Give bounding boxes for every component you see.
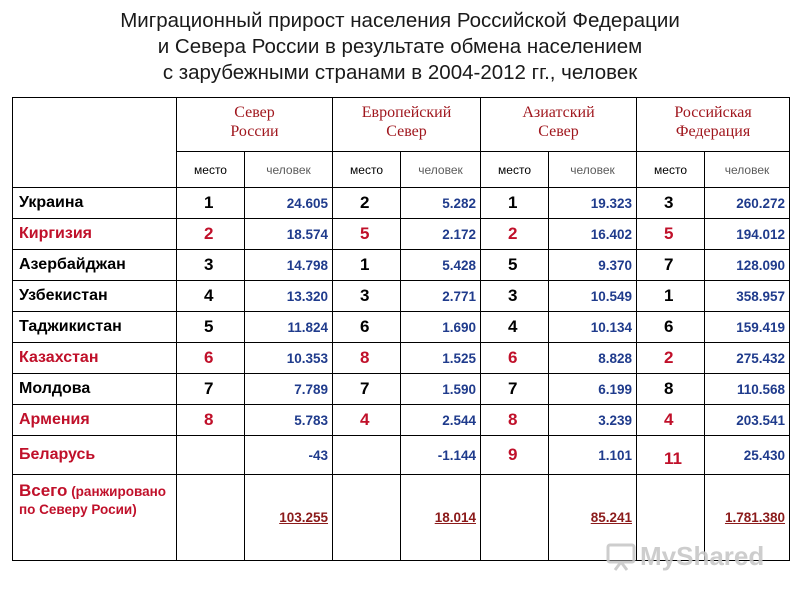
rank-cell: 1 bbox=[177, 188, 245, 219]
people-cell: 7.789 bbox=[245, 374, 333, 405]
group-label-line: Российская bbox=[674, 104, 752, 121]
people-cell: 1.590 bbox=[401, 374, 481, 405]
people-cell: -1.144 bbox=[401, 436, 481, 475]
people-cell: 1.525 bbox=[401, 343, 481, 374]
table-row-belarus bbox=[13, 436, 790, 475]
total-asian-north: 85.241 bbox=[549, 475, 637, 561]
rank-cell-empty bbox=[333, 436, 401, 475]
table-row bbox=[13, 374, 790, 405]
group-label-line: Север bbox=[234, 104, 275, 121]
subheader-people: человек bbox=[705, 152, 790, 188]
rank-cell-empty bbox=[177, 475, 245, 561]
rank-cell: 9 bbox=[481, 436, 549, 475]
rank-cell-empty bbox=[333, 475, 401, 561]
rank-cell: 6 bbox=[637, 312, 705, 343]
table-row bbox=[13, 188, 790, 219]
people-cell: 14.798 bbox=[245, 250, 333, 281]
rank-cell: 2 bbox=[481, 219, 549, 250]
people-cell: 2.771 bbox=[401, 281, 481, 312]
people-cell: 358.957 bbox=[705, 281, 790, 312]
rank-cell: 4 bbox=[177, 281, 245, 312]
rank-cell: 7 bbox=[637, 250, 705, 281]
subheader-people: человек bbox=[245, 152, 333, 188]
table-row bbox=[13, 281, 790, 312]
table-row bbox=[13, 405, 790, 436]
people-cell: 5.428 bbox=[401, 250, 481, 281]
rank-cell: 3 bbox=[481, 281, 549, 312]
people-cell: 5.282 bbox=[401, 188, 481, 219]
subheader-place: место bbox=[333, 152, 401, 188]
country-name: Молдова bbox=[13, 374, 177, 405]
rank-cell: 6 bbox=[333, 312, 401, 343]
people-cell: 10.134 bbox=[549, 312, 637, 343]
title-line-3: с зарубежными странами в 2004-2012 гг., человек bbox=[162, 61, 638, 84]
people-cell: 5.783 bbox=[245, 405, 333, 436]
title-line-1: Миграционный прирост населения Российской Федерации bbox=[120, 9, 680, 32]
table-row bbox=[13, 250, 790, 281]
rank-cell: 4 bbox=[637, 405, 705, 436]
rank-cell-empty bbox=[177, 436, 245, 475]
group-header-row bbox=[13, 98, 790, 152]
group-label-line: Азиатский bbox=[522, 104, 595, 121]
watermark bbox=[606, 538, 776, 574]
people-cell: 8.828 bbox=[549, 343, 637, 374]
migration-table bbox=[12, 97, 790, 561]
country-name: Узбекистан bbox=[13, 281, 177, 312]
people-cell: 2.172 bbox=[401, 219, 481, 250]
people-cell: -43 bbox=[245, 436, 333, 475]
rank-cell: 7 bbox=[333, 374, 401, 405]
people-cell: 9.370 bbox=[549, 250, 637, 281]
people-cell: 10.353 bbox=[245, 343, 333, 374]
rank-cell: 3 bbox=[637, 188, 705, 219]
rank-cell: 8 bbox=[333, 343, 401, 374]
people-cell: 110.568 bbox=[705, 374, 790, 405]
people-cell: 128.090 bbox=[705, 250, 790, 281]
rank-cell-empty bbox=[481, 475, 549, 561]
rank-cell: 6 bbox=[177, 343, 245, 374]
group-european-north bbox=[333, 98, 481, 152]
rank-cell: 1 bbox=[333, 250, 401, 281]
group-label-line: Север bbox=[386, 123, 427, 140]
people-cell: 6.199 bbox=[549, 374, 637, 405]
subheader-place: место bbox=[637, 152, 705, 188]
rank-cell: 4 bbox=[333, 405, 401, 436]
rank-cell: 8 bbox=[177, 405, 245, 436]
rank-cell: 8 bbox=[481, 405, 549, 436]
country-name: Армения bbox=[13, 405, 177, 436]
group-label-line: России bbox=[230, 123, 279, 140]
table-row bbox=[13, 312, 790, 343]
people-cell: 13.320 bbox=[245, 281, 333, 312]
rank-cell: 5 bbox=[481, 250, 549, 281]
title-line-2: и Севера России в результате обмена населением bbox=[157, 35, 643, 58]
total-label bbox=[13, 475, 177, 561]
people-cell: 18.574 bbox=[245, 219, 333, 250]
group-label-line: Европейский bbox=[361, 104, 452, 121]
group-label-line: Федерация bbox=[675, 123, 751, 140]
total-label-main: Всего bbox=[19, 481, 68, 500]
people-cell: 203.541 bbox=[705, 405, 790, 436]
rank-cell: 7 bbox=[177, 374, 245, 405]
rank-cell: 4 bbox=[481, 312, 549, 343]
rank-cell: 5 bbox=[637, 219, 705, 250]
rank-cell: 3 bbox=[177, 250, 245, 281]
slide-title bbox=[0, 8, 800, 86]
people-cell: 1.690 bbox=[401, 312, 481, 343]
people-cell: 11.824 bbox=[245, 312, 333, 343]
rank-cell: 1 bbox=[481, 188, 549, 219]
group-asian-north bbox=[481, 98, 637, 152]
people-cell: 24.605 bbox=[245, 188, 333, 219]
subheader-people: человек bbox=[401, 152, 481, 188]
country-name: Беларусь bbox=[13, 436, 177, 475]
group-label-line: Север bbox=[538, 123, 579, 140]
table-body bbox=[13, 188, 790, 436]
country-name: Таджикистан bbox=[13, 312, 177, 343]
total-european-north: 18.014 bbox=[401, 475, 481, 561]
country-name: Азербайджан bbox=[13, 250, 177, 281]
watermark-text: MyShared bbox=[640, 540, 765, 571]
people-cell: 194.012 bbox=[705, 219, 790, 250]
people-cell: 1.101 bbox=[549, 436, 637, 475]
rank-cell: 5 bbox=[333, 219, 401, 250]
rank-cell: 2 bbox=[177, 219, 245, 250]
people-cell: 260.272 bbox=[705, 188, 790, 219]
rank-cell: 8 bbox=[637, 374, 705, 405]
rank-cell: 5 bbox=[177, 312, 245, 343]
group-north-russia bbox=[177, 98, 333, 152]
country-name: Украина bbox=[13, 188, 177, 219]
people-cell: 25.430 bbox=[705, 436, 790, 475]
rank-cell: 6 bbox=[481, 343, 549, 374]
group-russian-federation bbox=[637, 98, 790, 152]
projector-icon bbox=[606, 541, 636, 571]
rank-cell: 1 bbox=[637, 281, 705, 312]
people-cell: 2.544 bbox=[401, 405, 481, 436]
rank-cell: 11 bbox=[637, 436, 705, 475]
total-north-russia: 103.255 bbox=[245, 475, 333, 561]
total-russian-federation: 1.781.380 bbox=[705, 475, 790, 561]
corner-cell bbox=[13, 98, 177, 188]
table-row bbox=[13, 219, 790, 250]
people-cell: 275.432 bbox=[705, 343, 790, 374]
subheader-place: место bbox=[177, 152, 245, 188]
country-name: Киргизия bbox=[13, 219, 177, 250]
people-cell: 159.419 bbox=[705, 312, 790, 343]
people-cell: 10.549 bbox=[549, 281, 637, 312]
rank-cell: 2 bbox=[637, 343, 705, 374]
people-cell: 19.323 bbox=[549, 188, 637, 219]
table-row bbox=[13, 343, 790, 374]
people-cell: 3.239 bbox=[549, 405, 637, 436]
subheader-place: место bbox=[481, 152, 549, 188]
subheader-people: человек bbox=[549, 152, 637, 188]
country-name: Казахстан bbox=[13, 343, 177, 374]
people-cell: 16.402 bbox=[549, 219, 637, 250]
total-label-note: (ранжировано по Северу Росии) bbox=[19, 484, 166, 517]
rank-cell: 3 bbox=[333, 281, 401, 312]
rank-cell: 7 bbox=[481, 374, 549, 405]
rank-cell: 2 bbox=[333, 188, 401, 219]
